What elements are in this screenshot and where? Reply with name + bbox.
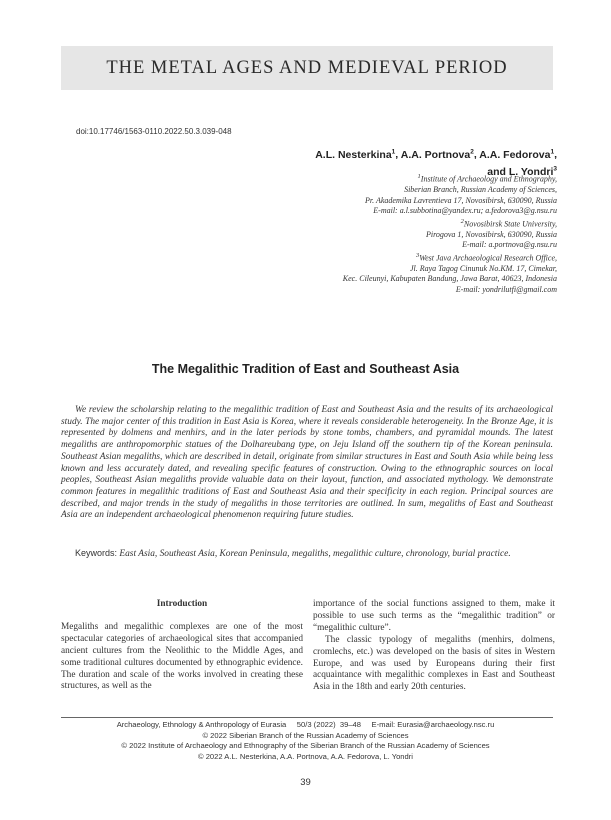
footer-divider <box>61 717 553 718</box>
affiliation-email[interactable]: E-mail: yondrilutfi@gmail.com <box>455 284 557 294</box>
author-name: A.A. Portnova$^2$ <box>400 148 474 161</box>
footer <box>0 720 611 762</box>
body-paragraph: Megaliths and megalithic complexes are one of the most spectacular categories of archaeological sites that accompanied ancient cultures from the Neolithic to the Middle Ages, and some traditional cultures documented by ethnographic evidence. The duration and scale of the works involved in creating these structures, as well as the <box>61 621 303 692</box>
journal-info: Archaeology, Ethnology & Anthropology of Eurasia 50/3 (2022) 39–48 E-mail: Eurasia@archaeology.nsc.ru <box>116 720 495 729</box>
affiliations <box>227 172 557 295</box>
doi[interactable]: doi:10.17746/1563-0110.2022.50.3.039-048 <box>76 127 232 136</box>
section-banner <box>61 46 553 90</box>
body-paragraph: The classic typology of megaliths (menhirs, dolmens, cromlechs, etc.) was developed on the basis of sites in Western Europe, and was used by Europeans during their first acquaintance with megalithic complexes in East and Southeast Asia in the 18th and early 20th centuries. <box>313 634 555 693</box>
author-list: A.L. Nesterkina$^1$, A.A. Portnova$^2$, A.A. Fedorova$^1$, and L. Yondri$^3$ <box>315 148 557 178</box>
affiliation-3: $^3$West Java Archaeological Research Office, Jl. Raya Tagog Cinunuk No.KM. 17, Cimekar, Kec. Cileunyi, Kabupaten Bandung, Jawa Barat, 40623, Indonesia E-mail: yondrilutfi@gmail.com <box>227 251 557 296</box>
author-name: A.L. Nesterkina$^1$ <box>315 148 396 161</box>
body-column-left <box>61 599 303 693</box>
keywords-label: Keywords: <box>75 548 118 558</box>
intro-heading: Introduction <box>156 599 208 609</box>
affiliation-1: $^1$Institute of Archaeology and Ethnography, Siberian Branch, Russian Academy of Sciences, Pr. Akademika Lavrentieva 17, Novosibirsk, 630090, Russia E-mail: a.l.subbotina@yandex.ru; a.fedorova3@g.nsu.ru <box>227 172 557 217</box>
page-number: 39 <box>300 777 311 788</box>
body-paragraph: importance of the social functions assigned to them, make it possible to use such terms as the “megalithic tradition” or “megalithic culture”. <box>313 599 555 633</box>
author-name: A.A. Fedorova$^1$ <box>479 148 555 161</box>
affiliation-email[interactable]: E-mail: a.l.subbotina@yandex.ru; a.fedorova3@g.nsu.ru <box>373 206 557 216</box>
body-column-right <box>313 599 555 694</box>
keywords-text: East Asia, Southeast Asia, Korean Peninsula, megaliths, megalithic culture, chronology, burial practice. <box>119 549 511 559</box>
copyright-line: © 2022 Siberian Branch of the Russian Academy of Sciences <box>202 730 409 740</box>
keywords <box>61 548 553 561</box>
article-title: The Megalithic Tradition of East and Southeast Asia <box>151 362 460 376</box>
copyright-line: © 2022 Institute of Archaeology and Ethnography of the Siberian Branch of the Russian Academy of Sciences <box>121 741 490 750</box>
abstract: We review the scholarship relating to the megalithic tradition of East and Southeast Asia and the results of its archaeological study. The major center of this tradition in East Asia is Korea, where it reveals considerable heterogeneity. In the Bronze Age, it is represented by dolmens and menhirs, and in the later periods by stone tombs, chambers, and pyramidal mounds. The latest megaliths are anthropomorphic statues of the Dolhareubang type, on Jeju Island off the southern tip of the Korean peninsula. Southeast Asian megaliths, which are described in detail, originate from similar structures in East and South Asia while being less known and less accurately dated, and revealing specific features of construction. Owing to the ethnographic sources on local peoples, Southeast Asian megaliths provide valuable data on their layout, function, and associated mythology. We demonstrate common features in megalithic traditions of East and Southeast Asia and their specificity in each region. Principal sources are described, and major trends in the study of megaliths in those territories are outlined. In sum, megaliths of East and Southeast Asia are an independent archaeological phenomenon requiring future studies. <box>61 405 553 521</box>
author-name: and L. Yondri$^3$ <box>487 165 557 178</box>
affiliation-2: $^2$Novosibirsk State University, Pirogova 1, Novosibirsk, 630090, Russia E-mail: a.portnova@g.nsu.ru <box>227 217 557 251</box>
copyright-line: © 2022 A.L. Nesterkina, A.A. Portnova, A.A. Fedorova, L. Yondri <box>198 751 413 761</box>
affiliation-email[interactable]: E-mail: a.portnova@g.nsu.ru <box>462 240 557 250</box>
section-title: THE METAL AGES AND MEDIEVAL PERIOD <box>106 57 508 78</box>
